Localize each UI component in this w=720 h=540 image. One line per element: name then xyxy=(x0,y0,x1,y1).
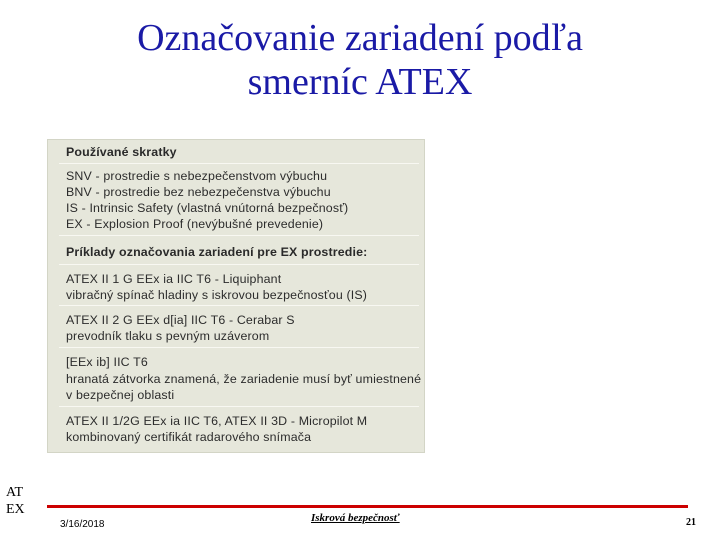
scan-rule xyxy=(59,347,419,348)
example-cerabar-description: prevodník tlaku s pevným uzáverom xyxy=(66,329,270,343)
example-bracket-description-2: v bezpečnej oblasti xyxy=(66,388,175,402)
scan-rule xyxy=(59,235,419,236)
example-micropilot-description: kombinovaný certifikát radarového snímača xyxy=(66,430,312,444)
side-label-line-2: EX xyxy=(6,502,25,517)
abbreviations-heading: Používané skratky xyxy=(66,145,177,159)
example-micropilot-code: ATEX II 1/2G EEx ia IIC T6, ATEX II 3D - Micropilot M xyxy=(66,414,368,428)
abbreviation-bnv: BNV - prostredie bez nebezpečenstva výbuchu xyxy=(66,185,331,199)
example-cerabar-code: ATEX II 2 G EEx d[ia] IIC T6 - Cerabar S xyxy=(66,313,295,327)
scan-rule xyxy=(59,406,419,407)
side-label-line-1: AT xyxy=(6,485,24,500)
slide-title-line-1: Označovanie zariadení podľa xyxy=(137,17,583,59)
example-bracket-code: [EEx ib] IIC T6 xyxy=(66,355,148,369)
examples-heading: Príklady označovania zariadení pre EX prostredie: xyxy=(66,245,368,259)
abbreviation-snv: SNV - prostredie s nebezpečenstvom výbuchu xyxy=(66,169,328,183)
footer-topic: Iskrová bezpečnosť xyxy=(311,512,400,524)
example-liquiphant-description: vibračný spínač hladiny s iskrovou bezpečnosťou (IS) xyxy=(66,288,368,302)
footer-divider xyxy=(47,505,688,508)
scan-rule xyxy=(59,163,419,164)
slide-title-line-2: smerníc ATEX xyxy=(247,61,473,103)
scanned-text-image xyxy=(47,139,425,453)
slide-title xyxy=(0,16,720,104)
footer-date: 3/16/2018 xyxy=(60,519,105,530)
abbreviation-is: IS - Intrinsic Safety (vlastná vnútorná bezpečnosť) xyxy=(66,201,349,215)
scan-rule xyxy=(59,264,419,265)
atex-side-label xyxy=(6,484,25,518)
example-bracket-description-1: hranatá zátvorka znamená, že zariadenie musí byť umiestnené xyxy=(66,372,422,386)
scan-rule xyxy=(59,305,419,306)
abbreviation-ex: EX - Explosion Proof (nevýbušné prevedenie) xyxy=(66,217,324,231)
example-liquiphant-code: ATEX II 1 G EEx ia IIC T6 - Liquiphant xyxy=(66,272,282,286)
page-number: 21 xyxy=(686,517,696,528)
